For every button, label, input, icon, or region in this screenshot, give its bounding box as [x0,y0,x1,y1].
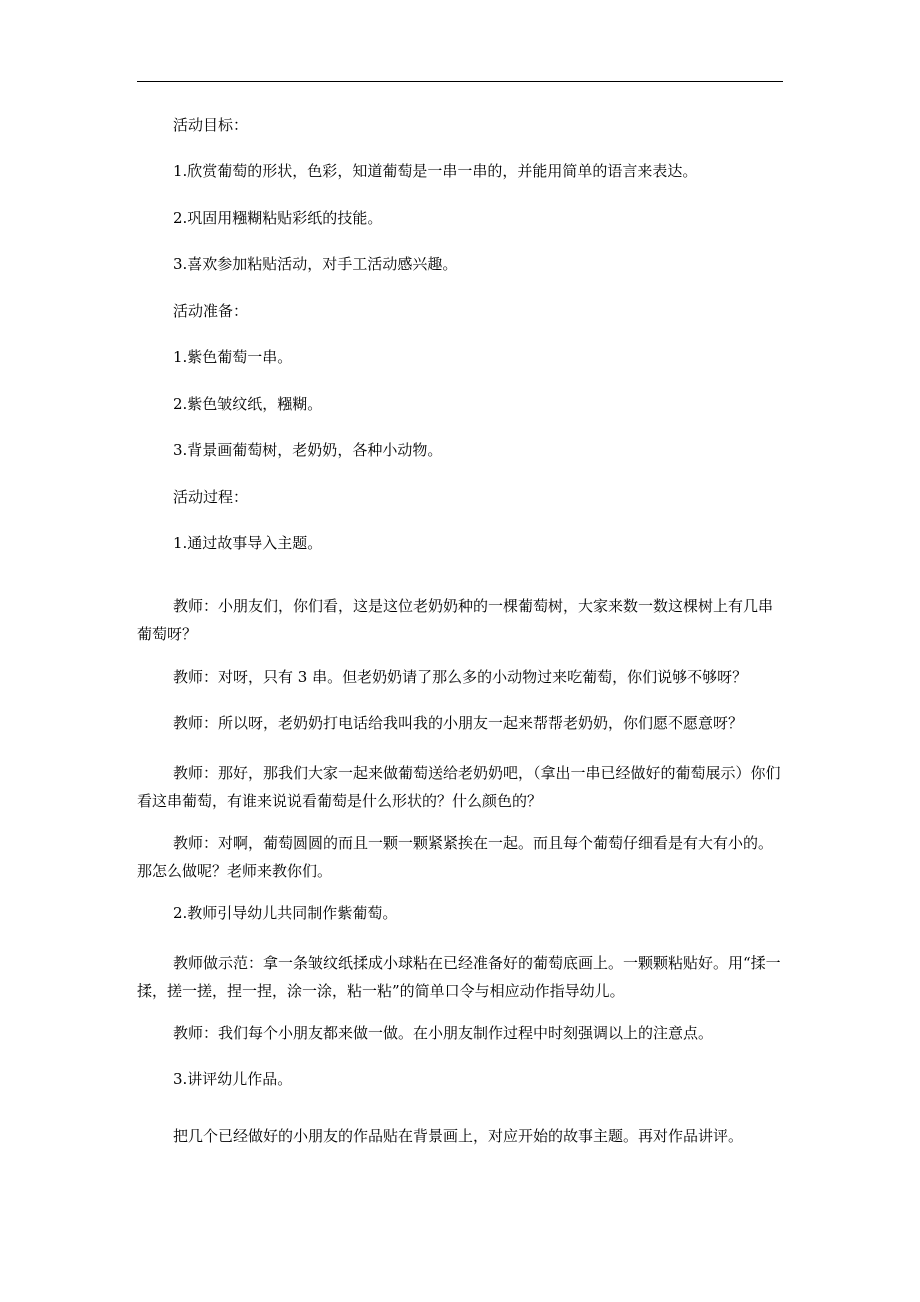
paragraph: 教师：对呀，只有 3 串。但老奶奶请了那么多的小动物过来吃葡萄，你们说够不够呀？ [173,668,748,686]
paragraph: 把几个已经做好的小朋友的作品贴在背景画上，对应开始的故事主题。再对作品讲评。 [173,1127,744,1145]
paragraph: 2.巩固用糨糊粘贴彩纸的技能。 [173,209,383,227]
paragraph: 教师：我们每个小朋友都来做一做。在小朋友制作过程中时刻强调以上的注意点。 [173,1024,714,1042]
paragraph: 3.喜欢参加粘贴活动，对手工活动感兴趣。 [173,255,458,273]
paragraph: 教师做示范：拿一条皱纹纸揉成小球粘在已经准备好的葡萄底画上。一颗颗粘贴好。用“揉一揉，搓一搓，捏一捏，涂一涂，粘一粘”的简单口令与相应动作指导幼儿。 [137,954,781,1000]
section-heading-goals: 活动目标： [173,116,249,134]
paragraph: 2.教师引导幼儿共同制作紫葡萄。 [173,904,398,922]
paragraph: 2.紫色皱纹纸，糨糊。 [173,395,323,413]
paragraph: 教师：那好，那我们大家一起来做葡萄送给老奶奶吧，（拿出一串已经做好的葡萄展示）你们看这串葡萄，有谁来说说看葡萄是什么形状的？什么颜色的？ [137,764,781,810]
paragraph: 1.紫色葡萄一串。 [173,348,293,366]
section-heading-process: 活动过程： [173,488,249,506]
paragraph: 1.通过故事导入主题。 [173,534,323,552]
paragraph: 教师：所以呀，老奶奶打电话给我叫我的小朋友一起来帮帮老奶奶，你们愿不愿意呀？ [173,714,744,732]
header-rule [137,81,783,82]
paragraph: 1.欣赏葡萄的形状，色彩，知道葡萄是一串一串的，并能用简单的语言来表达。 [173,162,698,180]
paragraph: 教师：对啊，葡萄圆圆的而且一颗一颗紧紧挨在一起。而且每个葡萄仔细看是有大有小的。那怎么做呢？老师来教你们。 [137,834,774,880]
section-heading-preparation: 活动准备： [173,302,249,320]
paragraph: 教师：小朋友们，你们看，这是这位老奶奶种的一棵葡萄树，大家来数一数这棵树上有几串葡萄呀？ [137,597,774,643]
paragraph: 3.背景画葡萄树，老奶奶，各种小动物。 [173,441,443,459]
paragraph: 3.讲评幼儿作品。 [173,1070,293,1088]
